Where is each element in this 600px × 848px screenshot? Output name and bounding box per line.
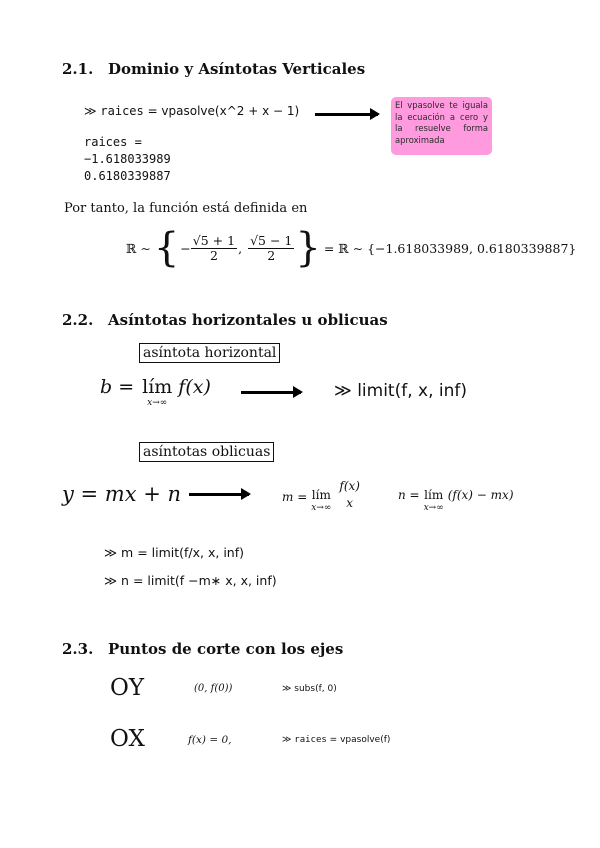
right-arrow-icon (315, 113, 378, 116)
section-number: 2.1. (62, 60, 94, 78)
horizontal-asymptote-label: asíntota horizontal (139, 343, 280, 363)
slope-command: ≫ m = limit(f/x, x, inf) (104, 545, 245, 560)
intercept-formula: n = lím x→∞ (f(x) − mx) (398, 488, 514, 513)
vpasolve-command: ≫ raices = vpasolve(x^2 + x − 1) (84, 104, 300, 118)
section-number: 2.2. (62, 311, 94, 329)
ox-axis-label: OX (110, 726, 145, 752)
command-output (84, 134, 171, 185)
section-title: Dominio y Asíntotas Verticales (108, 60, 366, 78)
oy-axis-label: OY (110, 675, 145, 701)
output-value-2: 0.6180339887 (84, 169, 171, 183)
oblique-asymptotes-label: asíntotas oblicuas (139, 442, 274, 462)
ox-equation: f(x) = 0, (188, 734, 232, 746)
section-title: Asíntotas horizontales u oblicuas (108, 311, 388, 329)
intercept-command: ≫ n = limit(f −m∗ x, x, inf) (104, 573, 277, 588)
right-arrow-icon (241, 391, 301, 394)
line-equation: y = mx + n (62, 482, 182, 506)
oy-point-expression: (0, f(0)) (194, 683, 233, 694)
section-heading-2-3 (62, 640, 343, 658)
output-label: raices = (84, 135, 142, 149)
horizontal-limit-formula: b = lím x→∞ f(x) (100, 376, 211, 408)
right-arrow-icon (189, 493, 249, 496)
section-title: Puntos de corte con los ejes (108, 640, 344, 658)
slope-formula: m = lím x→∞ f(x) x (282, 479, 360, 513)
note-callout: El vpasolve te iguala la ecuación a cero y la resuelve forma aproximada (391, 97, 492, 155)
paragraph-text: Por tanto, la función está definida en (64, 201, 308, 216)
section-number: 2.3. (62, 640, 94, 658)
section-heading-2-2 (62, 311, 388, 329)
horizontal-limit-command: ≫ limit(f, x, inf) (334, 381, 468, 401)
ox-command: ≫ raices = vpasolve(f) (282, 735, 391, 745)
domain-formula: ℝ ∼ { − $\frac{√5 + 1}{2}$ , $\frac{√5 - 1}{2}$ } = ℝ ∼ {−1.618033989, 0.6180339887} (126, 225, 577, 271)
oy-command: ≫ subs(f, 0) (282, 684, 337, 694)
output-value-1: −1.618033989 (84, 152, 171, 166)
section-heading-2-1 (62, 60, 365, 78)
